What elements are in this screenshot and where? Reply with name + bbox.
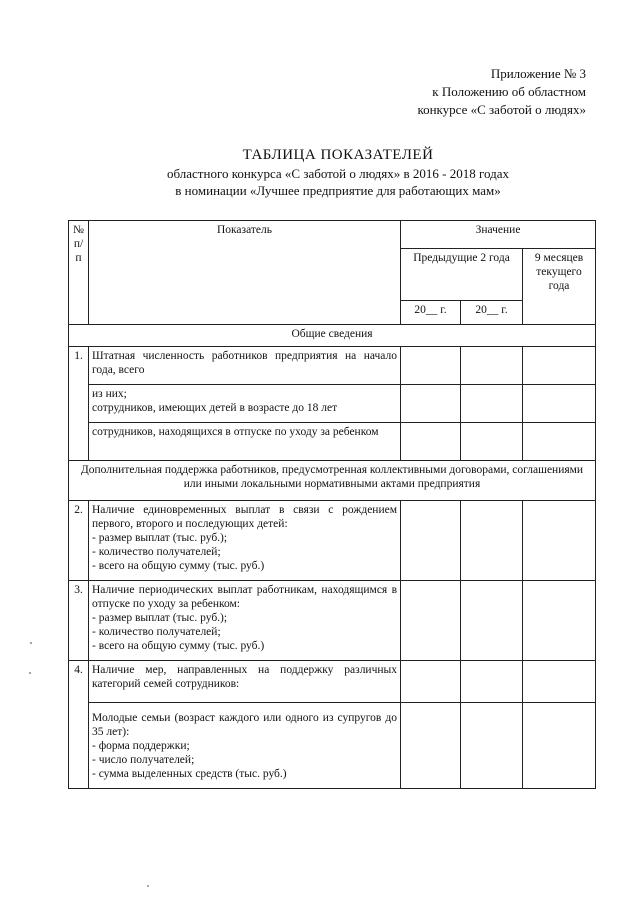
header-previous-years: Предыдущие 2 года [401,249,523,301]
indicators-table [68,220,596,789]
scan-speck [147,885,149,887]
indicator-text: из них; сотрудников, имеющих детей в возрасте до 18 лет [89,385,401,423]
header-nine-months: 9 месяцев текущего года [523,249,596,325]
row-number: 2. [69,501,89,581]
header-value: Значение [401,221,596,249]
value-cell [401,703,461,789]
table-row [69,581,596,661]
indicator-text: Наличие периодических выплат работникам, находящимся в отпуске по уходу за ребенком: - размер выплат (тыс. руб.); - количество получателей; - всего на общую сумму (тыс. руб.) [89,581,401,661]
value-cell [461,661,523,703]
value-cell [401,661,461,703]
section-row [69,461,596,501]
table-header-row [69,221,596,249]
appendix-line: к Положению об областном [432,84,586,99]
scan-speck [30,642,32,644]
appendix-line: Приложение № 3 [490,66,586,81]
value-cell [401,581,461,661]
header-indicator: Показатель [89,221,401,325]
row-number: 3. [69,581,89,661]
header-number: № п/п [69,221,89,325]
table-row [69,347,596,385]
appendix-line: конкурсе «С заботой о людях» [417,102,586,117]
value-cell [401,347,461,385]
indicator-text: Штатная численность работников предприятия на начало года, всего [89,347,401,385]
value-cell [401,501,461,581]
indicator-text: Наличие мер, направленных на поддержку различных категорий семей сотрудников: [89,661,401,703]
value-cell [523,385,596,423]
row-number: 1. [69,347,89,461]
value-cell [461,423,523,461]
table-row [69,423,596,461]
header-year-1: 20__ г. [401,301,461,325]
value-cell [523,501,596,581]
indicator-text: Молодые семьи (возраст каждого или одного из супругов до 35 лет): - форма поддержки; - число получателей; - сумма выделенных средств (тыс. руб.) [89,703,401,789]
table-row [69,661,596,703]
value-cell [401,385,461,423]
value-cell [461,385,523,423]
section-general: Общие сведения [69,325,596,347]
value-cell [523,661,596,703]
value-cell [523,703,596,789]
section-row [69,325,596,347]
table-row [69,385,596,423]
value-cell [523,581,596,661]
value-cell [461,581,523,661]
scan-speck [29,672,31,674]
header-year-2: 20__ г. [461,301,523,325]
table-row [69,501,596,581]
row-number: 4. [69,661,89,789]
section-additional-support: Дополнительная поддержка работников, предусмотренная коллективными договорами, соглашениями или иными локальными нормативными актами предприятия [69,461,596,501]
table-row [69,703,596,789]
value-cell [523,347,596,385]
value-cell [401,423,461,461]
document-title [68,146,608,199]
value-cell [461,501,523,581]
title-sub: областного конкурса «С заботой о людях» в 2016 - 2018 годах [166,166,509,181]
value-cell [461,347,523,385]
value-cell [523,423,596,461]
title-sub: в номинации «Лучшее предприятие для работающих мам» [175,183,501,198]
value-cell [461,703,523,789]
indicator-text: Наличие единовременных выплат в связи с рождением первого, второго и последующих детей: - размер выплат (тыс. руб.); - количество получателей; - всего на общую сумму (тыс. руб.) [89,501,401,581]
title-main: ТАБЛИЦА ПОКАЗАТЕЛЕЙ [242,147,434,163]
indicator-text: сотрудников, находящихся в отпуске по уходу за ребенком [89,423,401,461]
appendix-note [306,65,586,119]
